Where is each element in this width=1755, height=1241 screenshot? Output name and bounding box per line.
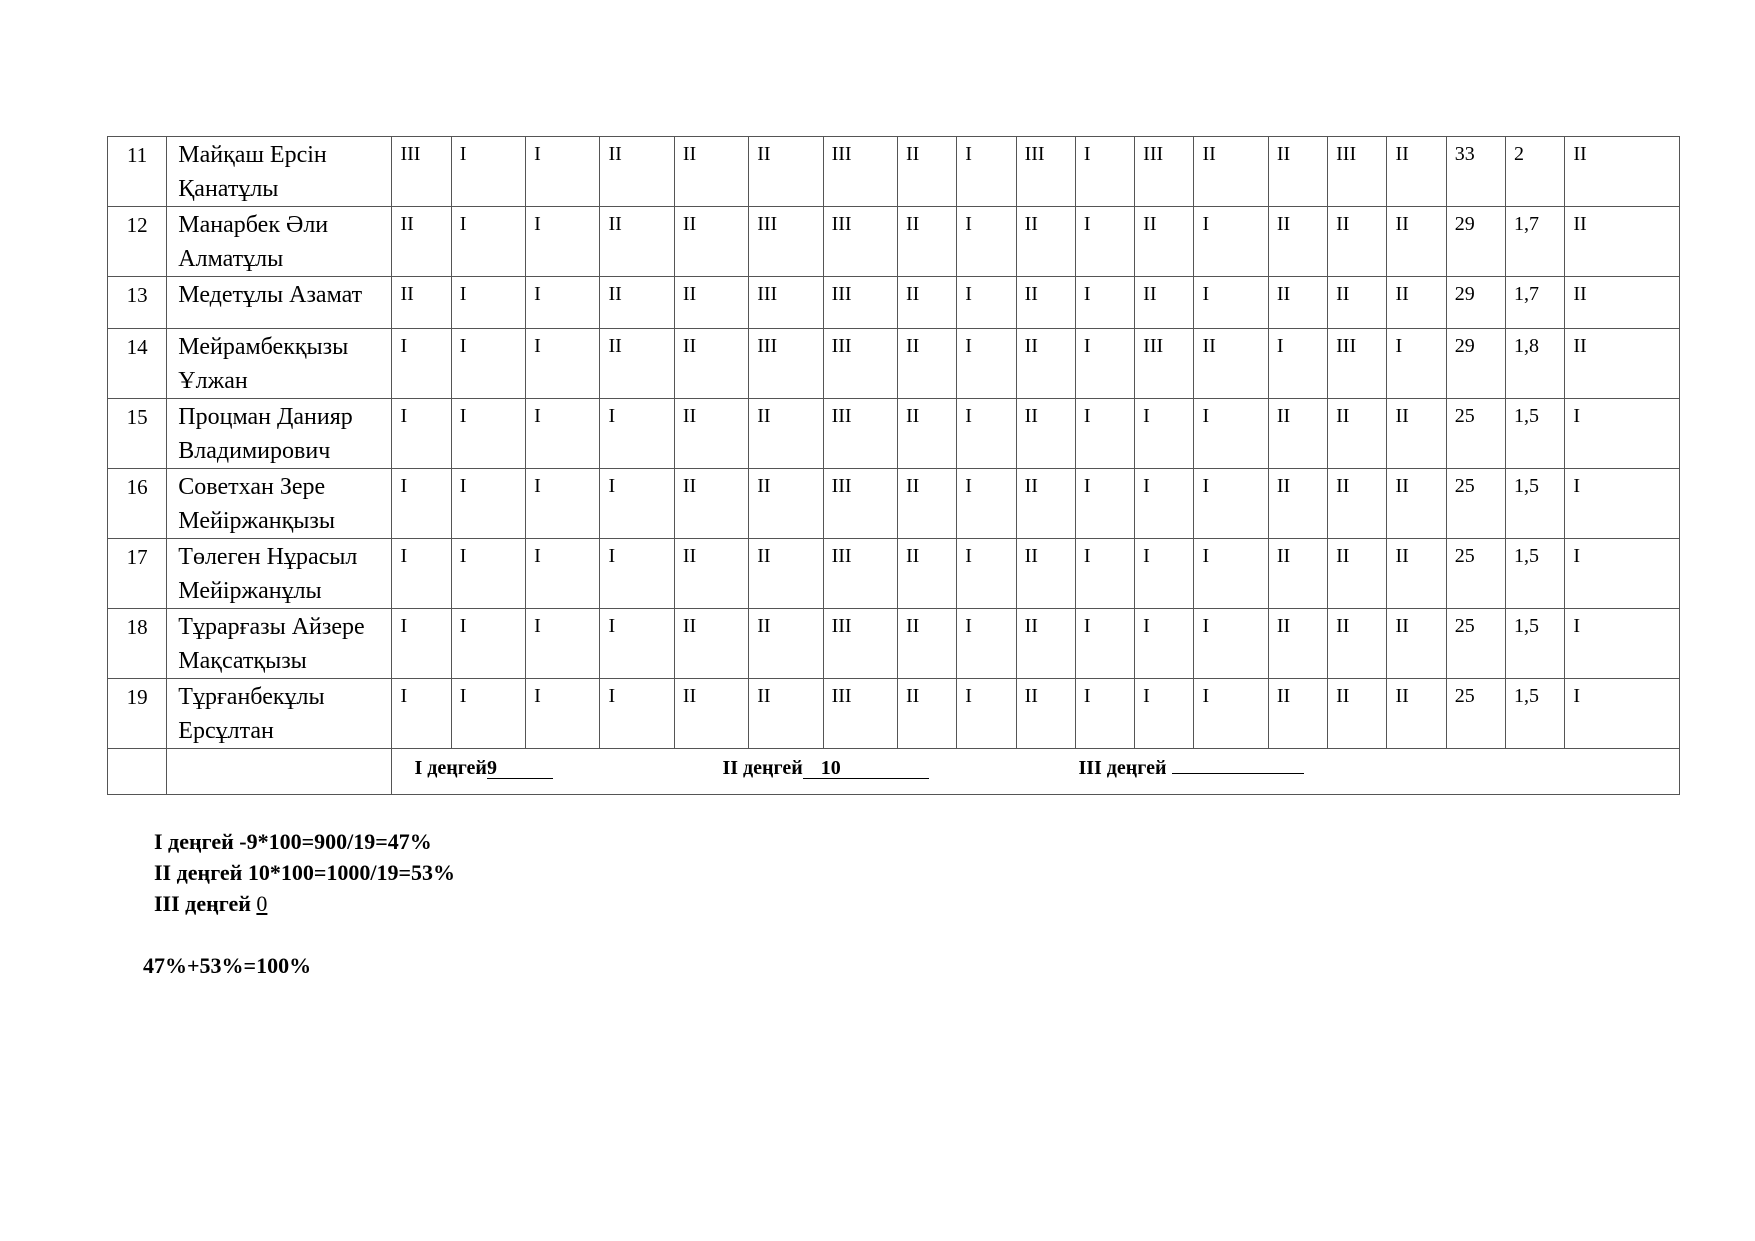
level3-calc-label: III деңгей: [154, 891, 257, 916]
score-cell: III: [1328, 329, 1387, 399]
score-cell: I: [1075, 609, 1134, 679]
score-cell: I: [957, 469, 1016, 539]
score-cell: I: [392, 469, 451, 539]
score-cell: I: [1565, 399, 1680, 469]
score-cell: I: [957, 539, 1016, 609]
score-cell: 29: [1446, 277, 1505, 329]
table-row: [108, 137, 1680, 207]
row-number: 11: [108, 137, 167, 207]
score-cell: I: [1075, 539, 1134, 609]
score-cell: I: [600, 679, 674, 749]
score-cell: II: [1135, 207, 1194, 277]
score-cell: III: [1016, 137, 1075, 207]
score-cell: I: [451, 399, 525, 469]
score-cell: II: [897, 137, 956, 207]
level2-value: 10: [820, 757, 841, 779]
score-cell: I: [451, 137, 525, 207]
score-cell: I: [957, 329, 1016, 399]
score-cell: I: [600, 609, 674, 679]
score-cell: I: [392, 679, 451, 749]
score-cell: I: [957, 277, 1016, 329]
student-name: Процман Данияр Владимирович: [167, 399, 392, 469]
row-number: 15: [108, 399, 167, 469]
score-cell: I: [1194, 469, 1268, 539]
score-cell: II: [749, 137, 823, 207]
score-cell: I: [392, 329, 451, 399]
level3-calc-value: 0: [256, 891, 268, 916]
score-cell: II: [1565, 329, 1680, 399]
score-cell: 25: [1446, 539, 1505, 609]
score-cell: I: [526, 329, 600, 399]
score-cell: II: [1016, 609, 1075, 679]
score-cell: II: [674, 207, 748, 277]
score-cell: II: [1328, 679, 1387, 749]
score-cell: II: [1016, 539, 1075, 609]
score-cell: I: [1075, 137, 1134, 207]
row-number: 18: [108, 609, 167, 679]
score-cell: I: [1565, 539, 1680, 609]
score-cell: II: [392, 277, 451, 329]
score-cell: II: [1268, 539, 1327, 609]
table-row: [108, 539, 1680, 609]
row-number: 14: [108, 329, 167, 399]
score-cell: 25: [1446, 469, 1505, 539]
score-cell: I: [1075, 329, 1134, 399]
score-cell: II: [1565, 137, 1680, 207]
score-cell: I: [957, 679, 1016, 749]
score-cell: II: [897, 609, 956, 679]
score-cell: III: [823, 399, 897, 469]
score-cell: II: [1328, 469, 1387, 539]
score-cell: II: [1565, 207, 1680, 277]
score-cell: 1,5: [1506, 399, 1565, 469]
score-cell: I: [1075, 207, 1134, 277]
score-cell: I: [1075, 277, 1134, 329]
score-cell: II: [674, 137, 748, 207]
score-cell: II: [749, 679, 823, 749]
row-number: 16: [108, 469, 167, 539]
summary-empty-cell: [108, 749, 167, 795]
score-cell: I: [600, 539, 674, 609]
score-cell: I: [526, 539, 600, 609]
score-cell: I: [600, 399, 674, 469]
score-cell: I: [1135, 609, 1194, 679]
row-number: 17: [108, 539, 167, 609]
score-cell: I: [1565, 609, 1680, 679]
score-cell: II: [1016, 207, 1075, 277]
score-cell: I: [451, 207, 525, 277]
score-cell: II: [1268, 469, 1327, 539]
score-cell: II: [1135, 277, 1194, 329]
score-cell: II: [674, 539, 748, 609]
student-name: Тұрғанбекұлы Ерсұлтан: [167, 679, 392, 749]
level-summary: [392, 749, 1680, 795]
score-cell: III: [823, 137, 897, 207]
assessment-table: [107, 136, 1680, 795]
score-cell: I: [526, 679, 600, 749]
score-cell: II: [1565, 277, 1680, 329]
score-cell: I: [1075, 399, 1134, 469]
score-cell: I: [526, 137, 600, 207]
score-cell: 1,5: [1506, 609, 1565, 679]
score-cell: III: [1135, 137, 1194, 207]
level3-label: III деңгей: [1078, 757, 1167, 779]
score-cell: II: [897, 469, 956, 539]
level2-summary: [722, 755, 928, 781]
student-name: Советхан Зере Мейіржанқызы: [167, 469, 392, 539]
score-cell: II: [1016, 277, 1075, 329]
calc-line-level3: [154, 889, 267, 919]
score-cell: III: [823, 329, 897, 399]
score-cell: I: [1194, 609, 1268, 679]
score-cell: I: [1075, 679, 1134, 749]
score-cell: II: [1268, 207, 1327, 277]
score-cell: II: [1387, 469, 1446, 539]
score-cell: I: [451, 609, 525, 679]
table-row: [108, 679, 1680, 749]
score-cell: III: [1328, 137, 1387, 207]
score-cell: I: [451, 329, 525, 399]
score-cell: 29: [1446, 207, 1505, 277]
level3-blank: [1172, 773, 1304, 774]
score-cell: II: [600, 329, 674, 399]
score-cell: II: [897, 207, 956, 277]
score-cell: II: [1387, 137, 1446, 207]
score-cell: 1,5: [1506, 679, 1565, 749]
score-cell: II: [897, 399, 956, 469]
level1-value: 9: [486, 757, 497, 779]
score-cell: II: [1194, 329, 1268, 399]
score-cell: I: [451, 469, 525, 539]
score-cell: II: [674, 679, 748, 749]
student-name: Медетұлы Азамат: [167, 277, 392, 329]
score-cell: III: [823, 609, 897, 679]
score-cell: I: [957, 609, 1016, 679]
summary-row: [108, 749, 1680, 795]
score-cell: I: [526, 399, 600, 469]
score-cell: I: [1194, 207, 1268, 277]
student-name: Төлеген Нұрасыл Мейіржанұлы: [167, 539, 392, 609]
score-cell: II: [897, 329, 956, 399]
level1-blank: [487, 758, 553, 779]
score-cell: II: [1016, 329, 1075, 399]
score-cell: II: [897, 679, 956, 749]
score-cell: III: [823, 207, 897, 277]
student-name: Тұрарғазы Айзере Мақсатқызы: [167, 609, 392, 679]
score-cell: II: [897, 539, 956, 609]
table-row: [108, 207, 1680, 277]
score-cell: II: [1268, 609, 1327, 679]
score-cell: I: [526, 207, 600, 277]
score-cell: II: [1194, 137, 1268, 207]
table-body: [108, 137, 1680, 749]
score-cell: III: [1135, 329, 1194, 399]
score-cell: II: [1387, 207, 1446, 277]
score-cell: II: [1016, 679, 1075, 749]
score-cell: II: [1387, 679, 1446, 749]
score-cell: I: [1565, 679, 1680, 749]
row-number: 12: [108, 207, 167, 277]
score-cell: I: [451, 539, 525, 609]
score-cell: III: [749, 329, 823, 399]
calc-line-level2: II деңгей 10*100=1000/19=53%: [154, 860, 456, 885]
score-cell: I: [392, 609, 451, 679]
score-cell: I: [1135, 679, 1194, 749]
level3-summary: [1078, 755, 1303, 781]
score-cell: II: [1268, 277, 1327, 329]
score-cell: I: [392, 539, 451, 609]
score-cell: I: [1135, 469, 1194, 539]
score-cell: II: [1328, 277, 1387, 329]
score-cell: II: [1387, 539, 1446, 609]
score-cell: II: [600, 277, 674, 329]
score-cell: II: [674, 469, 748, 539]
table-row: [108, 609, 1680, 679]
level2-blank: [803, 758, 929, 779]
score-cell: II: [1328, 609, 1387, 679]
level1-label: I деңгей: [414, 757, 487, 779]
score-cell: 1,8: [1506, 329, 1565, 399]
level2-label: II деңгей: [722, 757, 803, 779]
score-cell: 1,5: [1506, 469, 1565, 539]
score-cell: I: [957, 137, 1016, 207]
score-cell: II: [1387, 399, 1446, 469]
calc-total: 47%+53%=100%: [143, 953, 312, 978]
score-cell: II: [749, 469, 823, 539]
score-cell: III: [823, 539, 897, 609]
student-name: Мейрамбекқызы Ұлжан: [167, 329, 392, 399]
score-cell: II: [674, 277, 748, 329]
score-cell: 29: [1446, 329, 1505, 399]
calc-line-level1: I деңгей -9*100=900/19=47%: [154, 829, 432, 854]
score-cell: II: [1328, 399, 1387, 469]
score-cell: I: [526, 277, 600, 329]
score-cell: III: [749, 277, 823, 329]
score-cell: 33: [1446, 137, 1505, 207]
score-cell: II: [1387, 609, 1446, 679]
level1-summary: [414, 755, 553, 781]
score-cell: II: [749, 609, 823, 679]
score-cell: 1,5: [1506, 539, 1565, 609]
score-cell: 25: [1446, 609, 1505, 679]
score-cell: III: [823, 679, 897, 749]
row-number: 19: [108, 679, 167, 749]
score-cell: II: [600, 207, 674, 277]
score-cell: I: [1268, 329, 1327, 399]
score-cell: I: [1135, 399, 1194, 469]
table-row: [108, 469, 1680, 539]
student-name: Манарбек Әли Алматұлы: [167, 207, 392, 277]
score-cell: II: [600, 137, 674, 207]
score-cell: II: [1016, 469, 1075, 539]
score-cell: 25: [1446, 679, 1505, 749]
score-cell: II: [749, 399, 823, 469]
score-cell: II: [1268, 399, 1327, 469]
table-row: [108, 399, 1680, 469]
score-cell: 1,7: [1506, 277, 1565, 329]
row-number: 13: [108, 277, 167, 329]
score-cell: II: [1268, 137, 1327, 207]
score-cell: II: [1387, 277, 1446, 329]
score-cell: I: [1135, 539, 1194, 609]
score-cell: II: [749, 539, 823, 609]
score-cell: I: [1565, 469, 1680, 539]
score-cell: III: [823, 469, 897, 539]
score-cell: I: [957, 399, 1016, 469]
score-cell: II: [1016, 399, 1075, 469]
score-cell: II: [674, 399, 748, 469]
score-cell: II: [392, 207, 451, 277]
student-name: Майқаш Ерсін Қанатұлы: [167, 137, 392, 207]
score-cell: I: [957, 207, 1016, 277]
score-cell: 2: [1506, 137, 1565, 207]
score-cell: II: [674, 609, 748, 679]
score-cell: I: [1194, 277, 1268, 329]
score-cell: I: [392, 399, 451, 469]
score-cell: I: [526, 469, 600, 539]
score-cell: III: [392, 137, 451, 207]
score-cell: I: [451, 277, 525, 329]
score-cell: II: [1268, 679, 1327, 749]
summary-empty-cell: [167, 749, 392, 795]
score-cell: III: [823, 277, 897, 329]
score-cell: III: [749, 207, 823, 277]
table-row: [108, 329, 1680, 399]
score-cell: II: [1328, 207, 1387, 277]
score-cell: II: [674, 329, 748, 399]
score-cell: I: [451, 679, 525, 749]
score-cell: I: [1387, 329, 1446, 399]
score-cell: 25: [1446, 399, 1505, 469]
table-row: [108, 277, 1680, 329]
score-cell: II: [1328, 539, 1387, 609]
score-cell: I: [1075, 469, 1134, 539]
score-cell: II: [897, 277, 956, 329]
score-cell: I: [1194, 539, 1268, 609]
score-cell: I: [1194, 399, 1268, 469]
score-cell: I: [600, 469, 674, 539]
score-cell: I: [526, 609, 600, 679]
score-cell: I: [1194, 679, 1268, 749]
score-cell: 1,7: [1506, 207, 1565, 277]
